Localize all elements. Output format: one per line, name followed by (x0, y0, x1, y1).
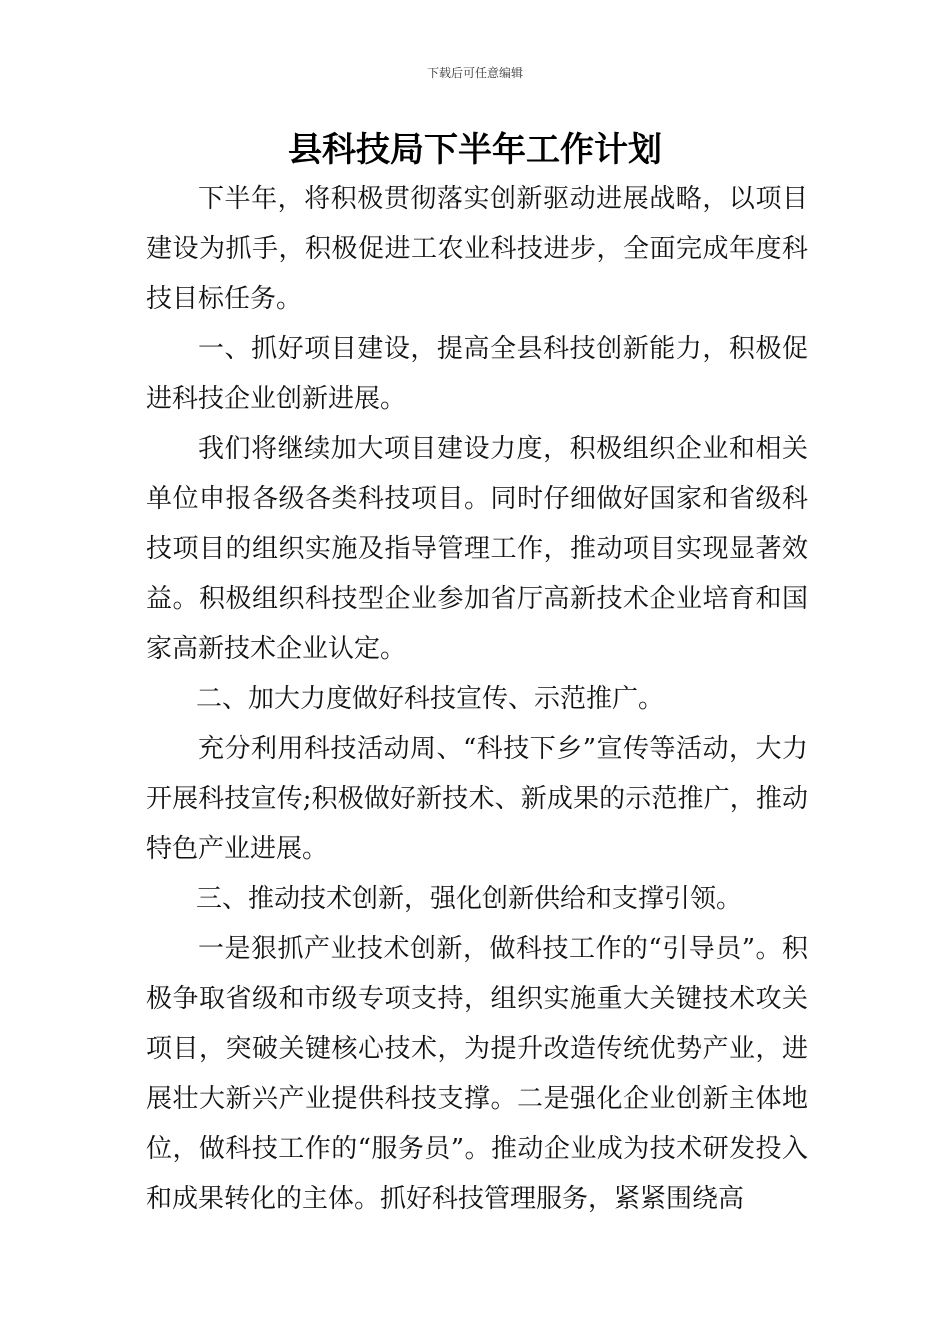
paragraph-section-1-heading: 一、抓好项目建设，提高全县科技创新能力，积极促进科技企业创新进展。 (146, 334, 808, 414)
paragraph-section-2-body: 充分利用科技活动周、“科技下乡”宣传等活动，大力开展科技宣传;积极做好新技术、新成果的示范推广，推动特色产业进展。 (146, 734, 808, 864)
paragraph-section-3-body: 一是狠抓产业技术创新，做科技工作的“引导员”。积极争取省级和市级专项支持，组织实施重大关键技术攻关项目，突破关键核心技术，为提升改造传统优势产业，进展壮大新兴产业提供科技支撑。二是强化企业创新主体地位，做科技工作的“服务员”。推动企业成为技术研发投入和成果转化的主体。抓好科技管理服务，紧紧围绕高 (146, 934, 808, 1214)
document-title: 县科技局下半年工作计划 (288, 130, 662, 170)
paragraph-section-2-heading: 二、加大力度做好科技宣传、示范推广。 (196, 684, 665, 714)
paragraph-intro: 下半年，将积极贯彻落实创新驱动进展战略，以项目建设为抓手，积极促进工农业科技进步，全面完成年度科技目标任务。 (146, 184, 808, 314)
paragraph-section-1-body: 我们将继续加大项目建设力度，积极组织企业和相关单位申报各级各类科技项目。同时仔细做好国家和省级科技项目的组织实施及指导管理工作，推动项目实现显著效益。积极组织科技型企业参加省厅高新技术企业培育和国家高新技术企业认定。 (146, 434, 808, 664)
document-body (146, 174, 808, 1224)
paragraph-section-3-heading: 三、推动技术创新，强化创新供给和支撑引领。 (196, 884, 743, 914)
header-note: 下载后可任意编辑 (426, 66, 523, 80)
